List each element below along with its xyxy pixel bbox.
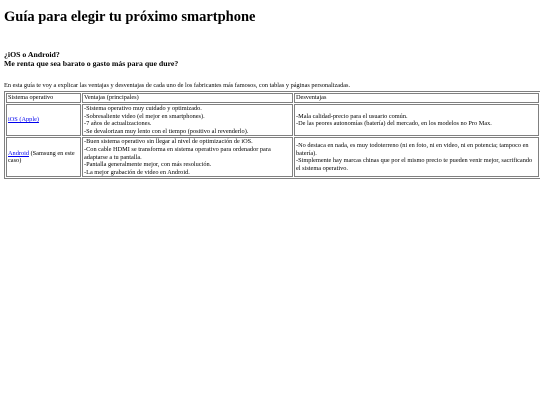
advantage-item: -7 años de actualizaciones. bbox=[84, 120, 152, 128]
advantage-item: -La mejor grabación de video en Android. bbox=[84, 168, 190, 176]
header-disadvantages: Desventajas bbox=[294, 93, 539, 103]
page-title: Guía para elegir tu próximo smartphone bbox=[4, 9, 256, 25]
table-header-row bbox=[6, 93, 539, 103]
advantage-item: -Buen sistema operativo sin llegar al nivel de optimización de iOS. bbox=[84, 138, 253, 146]
advantage-item: -Sistema operativo muy cuidado y optimizado. bbox=[84, 105, 202, 112]
cell-advantages-android bbox=[82, 137, 293, 177]
cell-advantages-ios bbox=[82, 104, 293, 136]
cell-disadvantages-android bbox=[294, 137, 539, 177]
table-row bbox=[6, 104, 539, 136]
cell-system-android bbox=[6, 137, 81, 177]
system-extra-text: (Samsung en este caso) bbox=[8, 149, 75, 165]
intro-paragraph: En esta guía te voy a explicar las ventajas y desventajas de cada uno de los fabricantes más famosos, con tablas y páginas personalizadas. bbox=[4, 82, 351, 89]
disadvantage-item: -Mala calidad-precio para el usuario común. bbox=[296, 112, 408, 120]
ios-apple-link[interactable]: iOS (Apple) bbox=[8, 116, 39, 124]
questions-block bbox=[4, 50, 178, 68]
advantage-item: -Sobresaliente video (el mejor en smartphones). bbox=[84, 112, 205, 120]
disadvantage-item: -Simplemente hay marcas chinas que por el mismo precio te pueden venir mejor, sacrificando el sistema operativo. bbox=[296, 157, 533, 172]
cell-system-ios bbox=[6, 104, 81, 136]
disadvantage-item: -No destaca en nada, es muy todoterreno (ni en foto, ni en video, ni en potencia; tampoco en batería). bbox=[296, 142, 529, 157]
android-link[interactable]: Android bbox=[8, 149, 29, 157]
cell-disadvantages-ios bbox=[294, 104, 539, 136]
header-advantages: Ventajas (principales) bbox=[82, 93, 293, 103]
question-budget: Me renta que sea barato o gasto más para que dure? bbox=[4, 59, 179, 68]
comparison-table bbox=[4, 91, 540, 179]
advantage-item: -Se devalorizan muy lento con el tiempo (positivo al revenderlo). bbox=[84, 127, 249, 135]
question-platform: ¿iOS o Android? bbox=[4, 50, 60, 59]
table-row bbox=[6, 137, 539, 177]
advantage-item: -Pantalla generalmente mejor, con más resolución. bbox=[84, 161, 212, 169]
header-system: Sistema operativo bbox=[6, 93, 81, 103]
advantage-item: -Con cable HDMI se transforma en sistema operativo para ordenador para adaptarse a tu pantalla. bbox=[84, 145, 271, 161]
disadvantage-item: -De las peores autonomías (batería) del mercado, en los modelos no Pro Max. bbox=[296, 120, 492, 128]
